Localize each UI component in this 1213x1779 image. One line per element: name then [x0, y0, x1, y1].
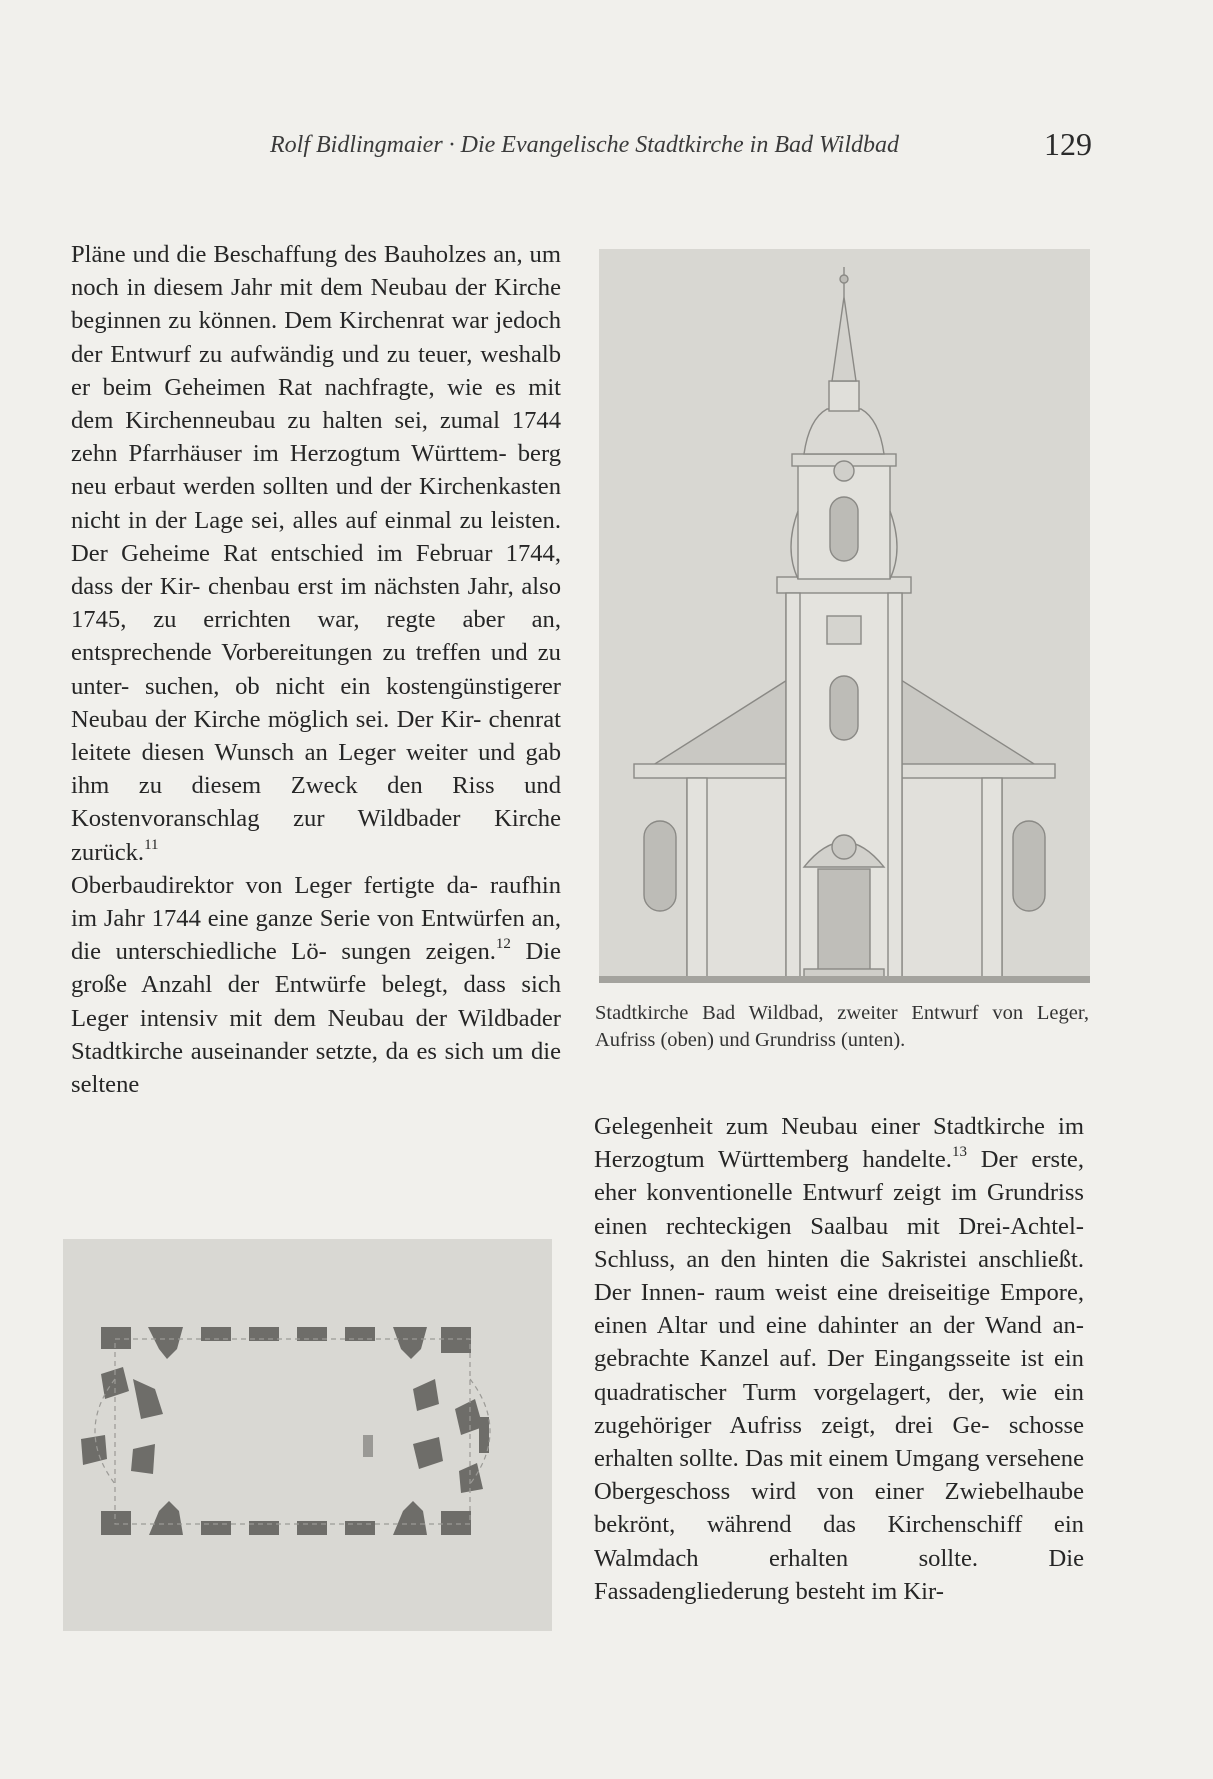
text-line: auf einmal zu leisten. Der Geheime Rat: [71, 506, 561, 567]
page-number: 129: [1044, 126, 1092, 162]
text-line: Kirchenschiff ein Walmdach erhalten sollte.: [594, 1511, 1084, 1572]
text-line: wie ein zugehöriger Aufriss zeigt, drei Ge-: [594, 1378, 1084, 1439]
text-line: ein quadratischer Turm vorgelagert, der,: [594, 1345, 1084, 1406]
text-line: Die große Anzahl der: [71, 938, 561, 999]
text-line: im Herzogtum Württemberg handelte.: [594, 1113, 1084, 1174]
text-line: chenrat leitete diesen Wunsch an Leger: [71, 705, 561, 767]
text-line: Neubau der Kirche möglich sei. Der Kir-: [71, 705, 482, 733]
text-line: gebrachte Kanzel auf. Der Eingangsseite ist: [594, 1345, 1044, 1373]
text-line: Geheimen Rat nachfragte, wie es mit dem: [71, 373, 561, 435]
text-line: auseinander setzte, da es sich um die seltene: [71, 1037, 561, 1099]
text-line: weiter und gab ihm zu diesem Zweck den: [71, 739, 562, 800]
paragraph: [71, 238, 561, 869]
text-line: Der erste, eher konventionelle Entwurf: [594, 1146, 1084, 1207]
running-header: [270, 126, 1092, 162]
text-line: entschied im Februar 1744, dass der Kir-: [71, 539, 562, 601]
church-elevation-drawing: [599, 249, 1090, 983]
text-line: Kirchenneubau zu halten sei, zumal 1744: [125, 407, 561, 435]
text-line: Neubau der Kirche beginnen zu können.: [71, 274, 561, 335]
text-line: Saalbau mit Drei-Achtel-Schluss, an den: [594, 1212, 1084, 1273]
running-head: Rolf Bidlingmaier · Die Evangelische Stadtkirche in Bad Wildbad: [270, 132, 899, 158]
text-line: Umgang versehene Obergeschoss wird von: [594, 1445, 1084, 1506]
church-floor-plan-drawing: [63, 1239, 552, 1631]
footnote-ref-12[interactable]: 12: [495, 936, 511, 953]
paragraph: [71, 869, 561, 1101]
text-line: zeigt im Grundriss einen rechteckigen: [594, 1179, 1084, 1240]
text-line: Pläne und die Beschaffung des Bauholzes: [71, 241, 487, 268]
text-line: Entwürfe belegt, dass sich Leger intensiv mit: [71, 971, 562, 1032]
text-line: Oberbaudirektor von Leger fertigte da-: [71, 871, 478, 899]
footnote-ref-13[interactable]: 13: [951, 1144, 967, 1161]
text-line: Altar und eine dahinter an der Wand an-: [656, 1312, 1085, 1340]
text-line: Dem Kirchenrat war jedoch der Entwurf zu: [71, 307, 561, 368]
left-column: [71, 238, 561, 1101]
right-column: [594, 1110, 1084, 1608]
text-line: an, um noch in diesem Jahr mit dem: [71, 241, 561, 302]
text-line: Riss und Kostenvoranschlag zur Wildbader: [71, 772, 561, 833]
text-line: schosse erhalten sollte. Das mit einem: [594, 1411, 1084, 1473]
text-line: Gelegenheit zum Neubau einer Stadtkirche: [594, 1113, 1045, 1140]
text-line: dem Neubau der Wildbader Stadtkirche: [71, 1004, 561, 1065]
text-line: errichten war, regte aber an, entsprechende: [71, 606, 562, 667]
text-line: hinten die Sakristei anschließt. Der Innen-: [594, 1245, 1084, 1307]
footnote-ref-11[interactable]: 11: [144, 836, 159, 853]
text-line: berg neu erbaut werden sollten und der: [71, 440, 561, 501]
text-line: Kirche zurück.: [71, 805, 561, 866]
text-line: sungen zeigen.: [341, 938, 496, 966]
text-line: suchen, ob nicht ein kostengünstigerer: [144, 672, 561, 700]
text-line: Entwürfen an, die unterschiedliche Lö-: [71, 905, 561, 966]
text-line: raum weist eine dreiseitige Empore, einen: [594, 1279, 1085, 1340]
text-line: einer Zwiebelhaube bekrönt, während das: [594, 1478, 1084, 1539]
text-line: aufwändig und zu teuer, weshalb er beim: [71, 340, 561, 401]
text-line: chenbau erst im nächsten Jahr, also 1745, zu: [71, 573, 561, 634]
paragraph: [594, 1110, 1084, 1608]
text-line: zehn Pfarrhäuser im Herzogtum Württem-: [71, 440, 507, 468]
text-line: raufhin im Jahr 1744 eine ganze Serie von: [71, 871, 561, 933]
text-line: Vorbereitungen zu treffen und zu unter-: [71, 639, 561, 700]
figure-caption: Stadtkirche Bad Wildbad, zweiter Entwurf von Leger, Aufriss (oben) und Grundriss (unten).: [595, 1002, 1089, 1051]
text-line: Kirchenkasten nicht in der Lage sei, alles: [71, 473, 562, 534]
text-line: Die Fassadengliederung besteht im Kir-: [594, 1544, 1084, 1605]
